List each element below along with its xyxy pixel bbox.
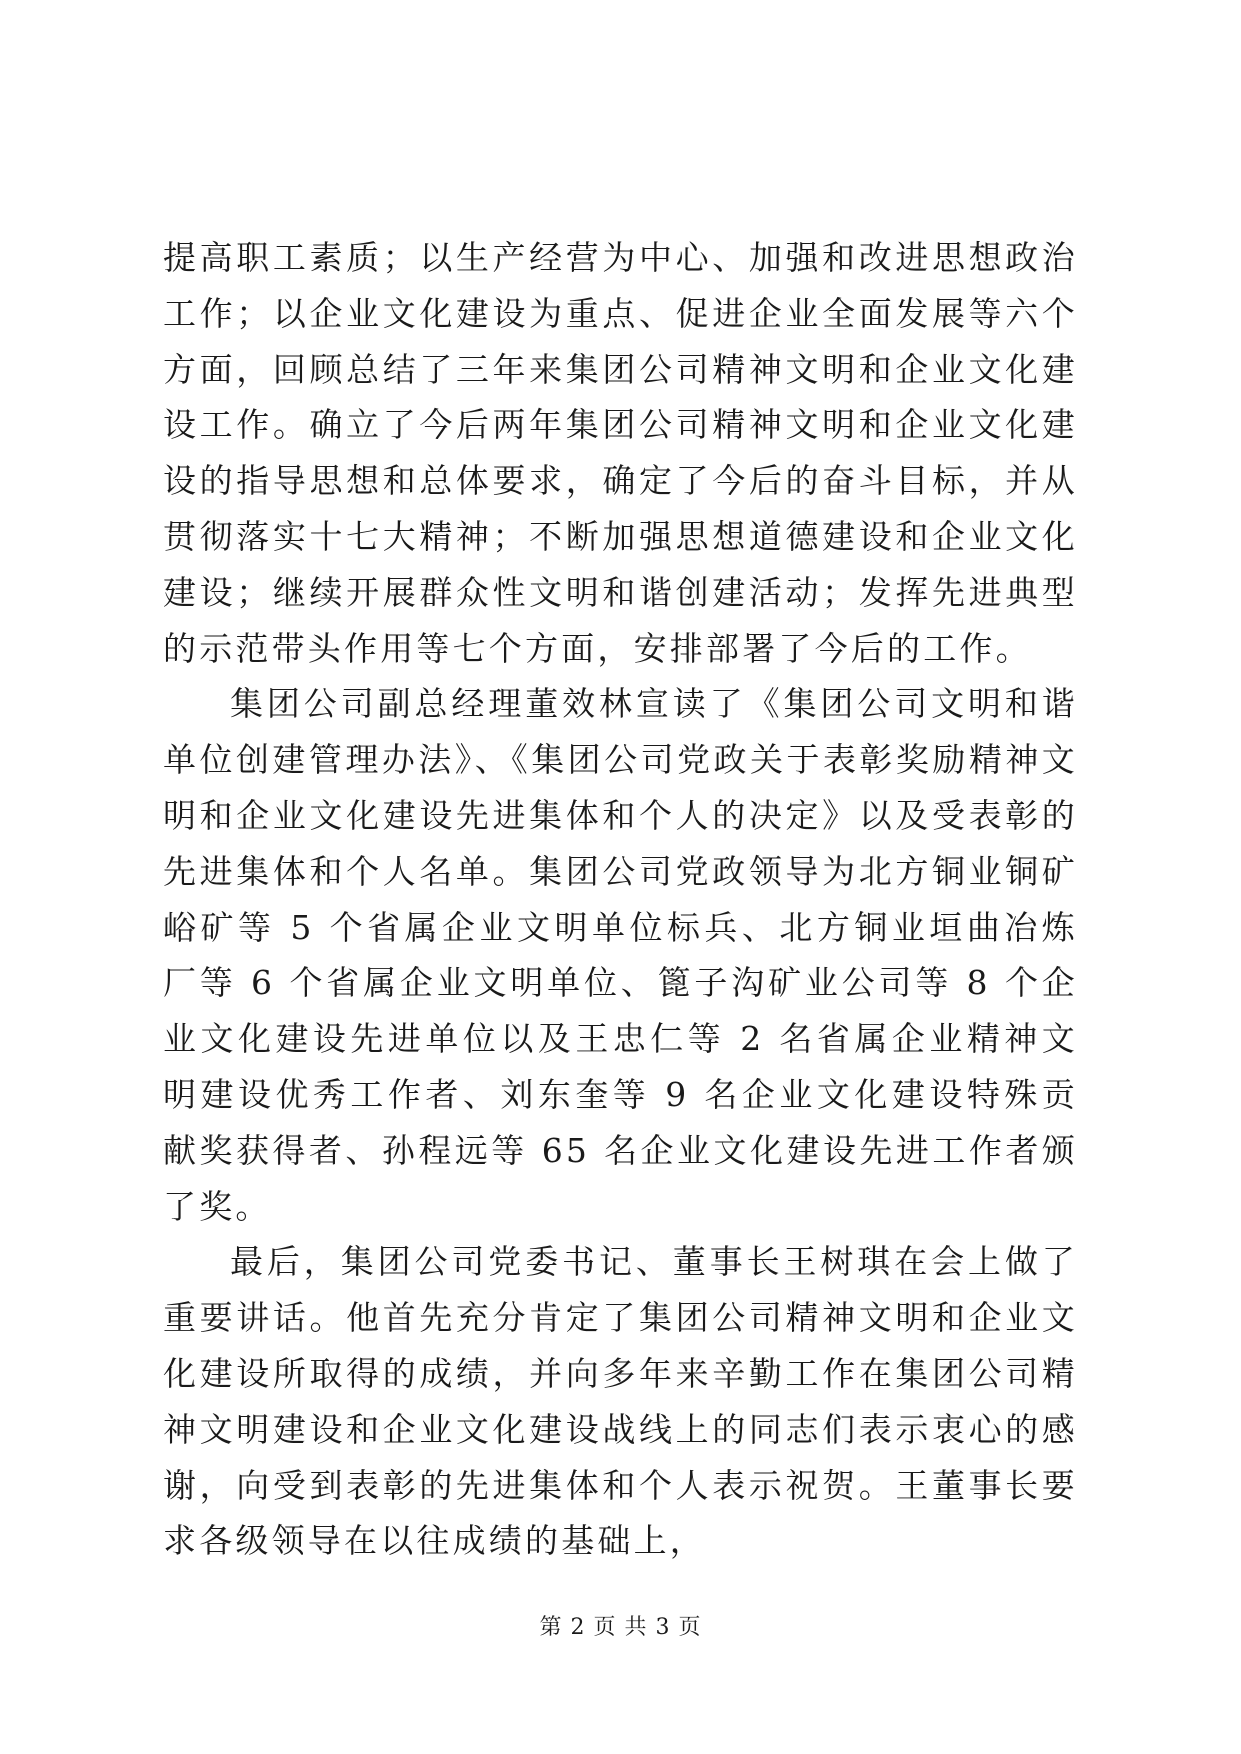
page-number-footer: 第 2 页 共 3 页 [539, 1615, 702, 1640]
paragraph-award-announcement: 集团公司副总经理董效林宣读了《集团公司文明和谐单位创建管理办法》、《集团公司党政关于表彰奖励精神文明和企业文化建设先进集体和个人的决定》以及受表彰的先进集体和个人名单。集团公司党政领导为北方铜业铜矿峪矿等 5 个省属企业文明单位标兵、北方铜业垣曲冶炼厂等 6 个省属企业文明单位、篦子沟矿业公司等 8 个企业文化建设先进单位以及王忠仁等 2 名省属企业精神文明建设优秀工作者、刘东奎等 9 名企业文化建设特殊贡献奖获得者、孙程远等 65 名企业文化建设先进工作者颁了奖。 [163, 684, 1078, 1226]
paragraph-continuation: 提高职工素质；以生产经营为中心、加强和改进思想政治工作；以企业文化建设为重点、促进企业全面发展等六个方面，回顾总结了三年来集团公司精神文明和企业文化建设工作。确立了今后两年集团公司精神文明和企业文化建设的指导思想和总体要求，确定了今后的奋斗目标，并从贯彻落实十七大精神；不断加强思想道德建设和企业文化建设；继续开展群众性文明和谐创建活动；发挥先进典型的示范带头作用等七个方面，安排部署了今后的工作。 [163, 238, 1078, 668]
paragraph-chairman-speech: 最后，集团公司党委书记、董事长王树琪在会上做了重要讲话。他首先充分肯定了集团公司精神文明和企业文化建设所取得的成绩，并向多年来辛勤工作在集团公司精神文明建设和企业文化建设战线上的同志们表示衷心的感谢，向受到表彰的先进集体和个人表示祝贺。王董事长要求各级领导在以往成绩的基础上， [163, 1242, 1078, 1561]
document-body [163, 230, 1078, 1569]
